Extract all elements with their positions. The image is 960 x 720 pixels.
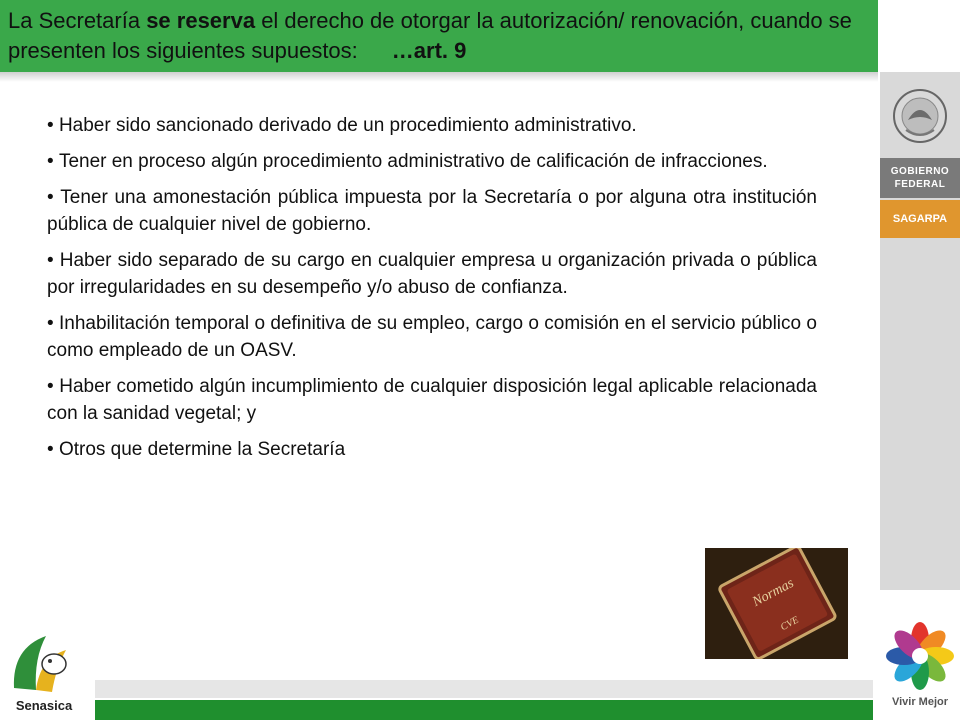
list-item: • Tener una amonestación pública impuesta por la Secretaría o por alguna otra institución pública de cualquier nivel de gobierno. (47, 184, 817, 238)
vivir-mejor-label: Vivir Mejor (891, 696, 949, 708)
list-item: • Otros que determine la Secretaría (47, 436, 817, 463)
page-title (8, 6, 868, 66)
senasica-label: Senasica (15, 698, 73, 713)
book-title: Normas (750, 575, 797, 610)
sidebar-top-blank (880, 0, 960, 72)
title-text-end: el derecho de otorgar la autorización/ renovación, cuando se presenten los siguientes supuestos: (8, 8, 852, 63)
title-text-start: La Secretaría (8, 8, 147, 33)
article-reference: …art. 9 (391, 38, 467, 63)
mexico-seal-icon (892, 86, 948, 150)
sagarpa-label: SAGARPA (880, 200, 960, 238)
vivir-mejor-flower-icon (884, 620, 956, 692)
footer-gray-bar (95, 680, 873, 698)
list-item: • Tener en proceso algún procedimiento administrativo de calificación de infracciones. (47, 148, 817, 175)
list-item: • Haber sido sancionado derivado de un procedimiento administrativo. (47, 112, 817, 139)
gobierno-text: GOBIERNO (890, 166, 950, 177)
list-item: • Haber cometido algún incumplimiento de cualquier disposición legal aplicable relacionada con la sanidad vegetal; y (47, 373, 817, 427)
list-item: • Inhabilitación temporal o definitiva de su empleo, cargo o comisión en el servicio público o como empleado de un OASV. (47, 310, 817, 364)
title-banner-shadow (0, 72, 878, 82)
list-item: • Haber sido separado de su cargo en cualquier empresa u organización privada o pública por irregularidades en su desempeño y/o abuso de confianza. (47, 247, 817, 301)
senasica-logo-icon (6, 628, 76, 700)
federal-text: FEDERAL (894, 179, 946, 190)
normas-book-image (705, 548, 848, 659)
gobierno-federal-label (880, 158, 960, 198)
footer-green-bar (95, 700, 873, 720)
requirements-list (47, 112, 817, 472)
title-emphasis: se reserva (146, 8, 256, 33)
book-initials: CVE (778, 614, 801, 634)
